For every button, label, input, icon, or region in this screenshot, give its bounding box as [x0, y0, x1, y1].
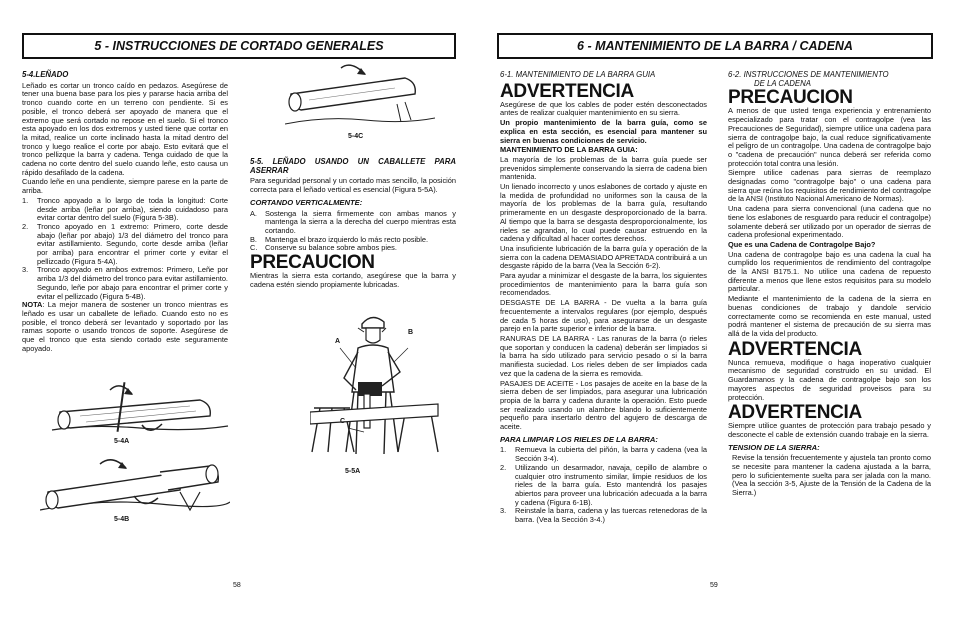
- chain-caution-title: PRECAUCION: [728, 87, 853, 109]
- bucking-note: [22, 301, 228, 353]
- bar-maintenance-section: [500, 68, 707, 525]
- page-number-left: 58: [233, 582, 241, 589]
- chain-paragraph: Una cadena para sierra convencional (una cadena que no tiene los eslabones de resguardo para reducir el contragolpe) solamente deberá ser utilizado por un operador de sierras de cadena profesional experimentado.: [728, 204, 931, 240]
- step-text: Remueva la cubierta del piñón, la barra y cadena (vea la Sección 3-4).: [515, 445, 707, 464]
- caution-text: Mientras la sierra esta cortando, asegúrese que la barra y cadena estén siendo propiamente lubricadas.: [250, 271, 456, 289]
- left-page-header: 5 - INSTRUCCIONES DE CORTADO GENERALES: [22, 33, 456, 59]
- bar-paragraph: RANURAS DE LA BARRA - Las ranuras de la barra (o rieles que soportan y conducen la cadena) deberán ser limpiados si la barra ha sido utilizado para servicio pesado o si la barra manifiesta suciedad. Los rieles deben de ser limpiados cada vez que la cadena de la sierra es removida.: [500, 333, 707, 378]
- step-text: Reinstale la barra, cadena y las tuercas retenedoras de la barra. (Vea la Sección 3-4.): [515, 506, 707, 525]
- figure-5-4c-caption: 5-4C: [348, 133, 364, 140]
- step-text: Sostenga la sierra firmemente con ambas manos y mantenga la sierra a la derecha del cuerpo mientras esta cortando.: [265, 208, 456, 235]
- rails-heading: PARA LIMPIAR LOS RIELES DE LA BARRA:: [500, 434, 658, 444]
- step-text: Conserve su balance sobre ambos pies.: [265, 243, 397, 253]
- rails-step: [500, 446, 707, 463]
- figure-5-4c-illustration: [285, 64, 435, 128]
- bar-sub-heading: MANTENIMIENTO DE LA BARRA GUIA:: [500, 145, 638, 155]
- sawhorse-intro: Para seguridad personal y un cortado mas sencillo, la posición correcta para el leñado vertical es esencial (Figura 5-5A).: [250, 176, 456, 195]
- rails-step: [500, 464, 707, 508]
- bar-bold-note: Un propio mantenimiento de la barra guía, como se explica en esta sección, es esencial para mantener su sierra en buenas condiciones de servicio.: [500, 118, 707, 145]
- step-number: 3.: [22, 265, 29, 275]
- figure-5-5a-label-a: A: [335, 338, 341, 345]
- chain-warning-title-2: ADVERTENCIA: [728, 402, 862, 424]
- sawhorse-section: [250, 155, 456, 290]
- tension-heading: TENSION DE LA SIERRA:: [728, 442, 820, 452]
- figure-5-5a-illustration: [310, 312, 440, 462]
- bar-paragraph: PASAJES DE ACEITE - Los pasajes de aceite en la base de la sierra deben de ser limpiados, para asegurar una lubricación propia de la barra y cadena durante la operación. Esto puede ser realizado usando un alambre blando lo suficientemente pequeño para insertarlo dentro del agujero de descarga de aceite.: [500, 378, 707, 432]
- bar-paragraph: Una insuficiente lubricación de la barra guía y operación de la sierra con la cadena DEMASIADO APRETADA contribuirá a un desgaste rápido de la barra (Vea la Sección 6-2).: [500, 243, 707, 271]
- note-text: : La mejor manera de sostener un tronco mientras es leñado es usar un caballete de leñado. Cuando esto no es posible, el tronco deberá ser levantado y soportado por las ramas soporte o usando troncos de soporte. Asegúrese de que el tronco que esta siendo cortado este seguramente apoyado.: [22, 300, 228, 353]
- figure-5-4b-caption: 5-4B: [114, 516, 130, 523]
- step-text: Mantenga el brazo izquierdo lo más recto posible.: [265, 234, 429, 244]
- sawhorse-heading: 5-5. LEÑADO USANDO UN CABALLETE PARA ASERRAR: [250, 157, 456, 175]
- step-number: 2.: [500, 462, 507, 472]
- figure-5-5a-label-c: C: [340, 418, 346, 425]
- step-text: Tronco apoyado a lo largo de toda la longitud: Corte desde arriba (leñar por arriba), siendo cuidadoso para evitar cortar dentro del suelo (Figura 5-3B).: [37, 195, 228, 223]
- note-label: NOTA: [22, 300, 43, 310]
- low-kickback-question: Que es una Cadena de Contragolpe Bajo?: [728, 239, 876, 249]
- bucking-step: [22, 223, 228, 267]
- step-number: 1.: [22, 195, 29, 205]
- page-number-right: 59: [710, 582, 718, 589]
- vertical-step: [250, 244, 456, 253]
- caution-title: PRECAUCION: [250, 252, 375, 274]
- bar-warning-title: ADVERTENCIA: [500, 80, 634, 102]
- bucking-section: [22, 68, 228, 355]
- bar-warning-text: Asegúrese de que los cables de poder estén desconectados antes de realizar cualquier mantenimiento en su sierra.: [500, 99, 707, 118]
- chain-warning-text: Nunca remueva, modifique o haga inoperativo cualquier mecanismo de seguridad construido en su unidad. El Guardamanos y la cadena de contragolpe bajo son los mayores aspectos de seguridad proveisos para su protección.: [728, 357, 931, 402]
- figure-5-4a-caption: 5-4A: [114, 438, 130, 445]
- bucking-heading: 5-4.LEÑADO: [22, 70, 69, 79]
- step-text: Utilizando un desarmador, navaja, cepillo de alambre o cualquier otro instrumento similar, limpie residuos de los rieles de la barra guía. Esto mantendrá los pasajes abiertos para proveer una lubricación adecuada a la barra y cadena (Figura 6-1B).: [515, 462, 707, 507]
- step-letter: A.: [250, 208, 257, 218]
- bar-paragraph: La mayoría de los problemas de la barra guía puede ser prevenidos simplemente conservando la sierra de cadena bien mantenida.: [500, 154, 707, 182]
- figure-5-4a-illustration: [50, 380, 230, 438]
- chain-paragraph: Una cadena de contragolpe bajo es una cadena la cual ha cumplido los requerimientos de rendimiento del contragolpe de la ANSI B175.1. No utilice una cadena de repuesto diferente a menos que llene estos requisitos para su modelo particular.: [728, 249, 931, 294]
- step-text: Tronco apoyado en 1 extremo: Primero, corte desde abajo (leñar por abajo) 1/3 del diámetro del tronco para evitar astillamiento. Segundo, corte desde arriba (leñar por arriba) para encontrar el primer corte y evitar el pellizcado (Figura 5-4A).: [37, 221, 228, 266]
- right-page-header: 6 - MANTENIMIENTO DE LA BARRA / CADENA: [497, 33, 933, 59]
- bucking-step: [22, 197, 228, 223]
- right-page: [477, 0, 954, 618]
- bar-maintenance-heading: 6-1. MANTENIMIENTO DE LA BARRA GUIA: [500, 70, 656, 79]
- figure-5-4b-illustration: [40, 452, 230, 514]
- bucking-step: [22, 266, 228, 301]
- vertical-step: [250, 210, 456, 236]
- bar-paragraph: Un lienado incorrecto y unos eslabones de cortado y ajuste en la medida de profundidad no uniformes son la causa de la mayoría de los problemas de la barra guía, resultando primeramente en un desgaste desproporcionado de la barra. Al tiempo que la barra se desgasta desproporcionalmente, los rieles se agrandan, lo cual puede causar estruendo en la cadena y dificultad al hacer cortes derechos.: [500, 182, 707, 244]
- rails-step: [500, 507, 707, 524]
- chain-warning-text-2: Siempre utilice guantes de protección para trabajo pesado y desconecte el cable de extensión cuando trabaje en la sierra.: [728, 421, 931, 439]
- chain-paragraph: Mediante el mantenimiento de la cadena de la sierra en buenas condiciones de trabajo y dandole servicio correctamente como se recomienda en este manual, usted podrá mantener el sistema de precaución de su sierra mas allá de la vida del producto.: [728, 294, 931, 338]
- figure-5-5a-label-b: B: [408, 329, 414, 336]
- chain-paragraph: A menos de que usted tenga experiencia y entrenamiento especializado para tratar con el contragolpe (vea las Precauciones de Seguridad), siempre utilice una cadena para sierra de contragolpe bajo, la cual reduce significativamente el peligro de un contragolpe. Una cadena de contragolpe bajo o "cadena de precaución" nunca deberá ser referida como protección total contra una lesión.: [728, 106, 931, 168]
- bar-paragraph: Para ayudar a minimizar el desgaste de la barra, los siguientes procedimientos de mantenimiento para la barra guía son recomendados.: [500, 271, 707, 298]
- step-text: Tronco apoyado en ambos extremos: Primero, Leñe por arriba 1/3 del diámetro del tronco para evitar astillamiento. Segundo, leñe por abajo para encontrar el primer corte y evitar el pellizcado (Figura 5-4B).: [37, 265, 228, 301]
- chain-heading-line2: DE LA CADENA: [754, 78, 811, 88]
- step-number: 1.: [500, 445, 507, 455]
- chain-maintenance-heading: [728, 71, 931, 88]
- bucking-intro: Leñado es cortar un tronco caído en pedazos. Asegúrese de tener una buena base para los pies y pararse hacia arriba del tronco cuando corte en un terreno con pendiente. Si es posible, el tronco deberá ser apoyado de manera que el extremo que será cortado no repose en el suelo. Si el tronco esta apoyado en los dos extremos y usted tiene que cortar en la mitad, realice un corte inclinado hasta la mitad dentro del tronco y luego realice el corte por abajo. Esto evitará que el tronco pellizque la barra y cadena. Tenga cuidado de que la cadena no corte dentro del suelo cuando leñe, esto causa un rápido desafilado de la cadena.: [22, 80, 228, 177]
- figure-5-5a-caption: 5-5A: [345, 468, 361, 475]
- chain-heading-line1: 6-2. INSTRUCCIONES DE MANTENIMIENTO: [728, 70, 889, 79]
- chain-warning-title: ADVERTENCIA: [728, 338, 862, 360]
- vertical-cutting-heading: CORTANDO VERTICALMENTE:: [250, 197, 363, 207]
- step-letter: C.: [250, 243, 258, 253]
- step-letter: B.: [250, 234, 257, 244]
- chain-paragraph: Siempre utilice cadenas para sierras de reemplazo designadas como "contragolpe bajo" o una cadena para sierra que reúna los requisitos de rendimiento del contragolpe de la ANSI (Instituto Nacional Americano de Normas).: [728, 168, 931, 204]
- chain-maintenance-section: [728, 68, 931, 499]
- step-number: 2.: [22, 221, 29, 231]
- bucking-slope: Cuando leñe en una pendiente, siempre parese en la parte de arriba.: [22, 177, 228, 196]
- bar-paragraph: DESGASTE DE LA BARRA - De vuelta a la barra guía frecuentemente a intervalos regulares (por ejemplo, después de cada 5 horas de uso), para asegurarse de un desgaste parejo en la parte superior e inferior de la barra.: [500, 298, 707, 334]
- tension-text: Revise la tensión frecuentemente y ajustela tan pronto como se necesite para mantener la cadena ajustada a la barra, pero lo suficientemente suelta para ser jalada con la mano. (Vea la sección 3-5, Ajuste de la Tensión de la Cadena de la Sierra.): [732, 453, 931, 498]
- step-number: 3.: [500, 506, 507, 516]
